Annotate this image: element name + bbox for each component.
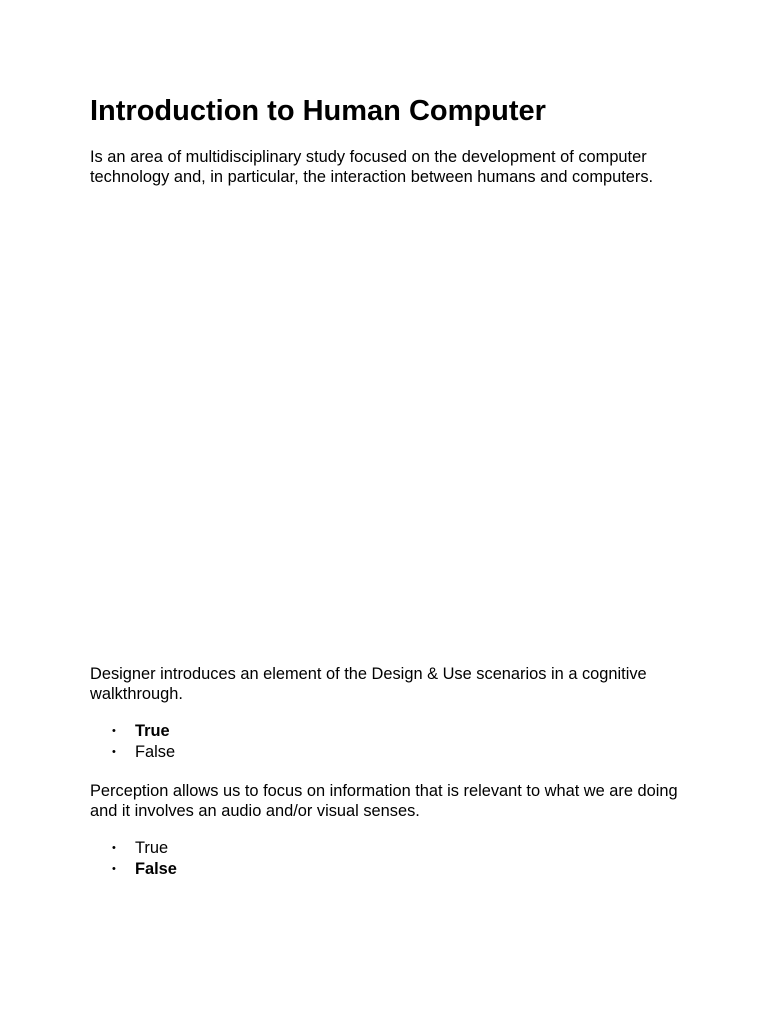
intro-paragraph: Is an area of multidisciplinary study focused on the development of computer technology and, in particular, the interaction between humans and computers. bbox=[90, 148, 654, 186]
question-1-options bbox=[90, 721, 175, 763]
question-2-option-2 bbox=[90, 859, 177, 880]
option-label: True bbox=[135, 839, 169, 857]
option-label: False bbox=[135, 743, 176, 761]
page-title: Introduction to Human Computer bbox=[90, 95, 546, 127]
bullet-icon: • bbox=[112, 863, 116, 875]
question-1-option-2 bbox=[90, 742, 175, 763]
question-1-option-1 bbox=[90, 721, 175, 742]
bullet-icon: • bbox=[112, 842, 116, 854]
question-2-text: Perception allows us to focus on information that is relevant to what we are doing and it involves an audio and/or visual senses. bbox=[90, 782, 678, 820]
option-label: True bbox=[135, 722, 170, 740]
option-label: False bbox=[135, 860, 177, 878]
question-2-option-1 bbox=[90, 838, 177, 859]
bullet-icon: • bbox=[112, 725, 116, 737]
question-2-options bbox=[90, 838, 177, 880]
bullet-icon: • bbox=[112, 746, 116, 758]
question-1-text: Designer introduces an element of the Design & Use scenarios in a cognitive walkthrough. bbox=[90, 665, 647, 703]
